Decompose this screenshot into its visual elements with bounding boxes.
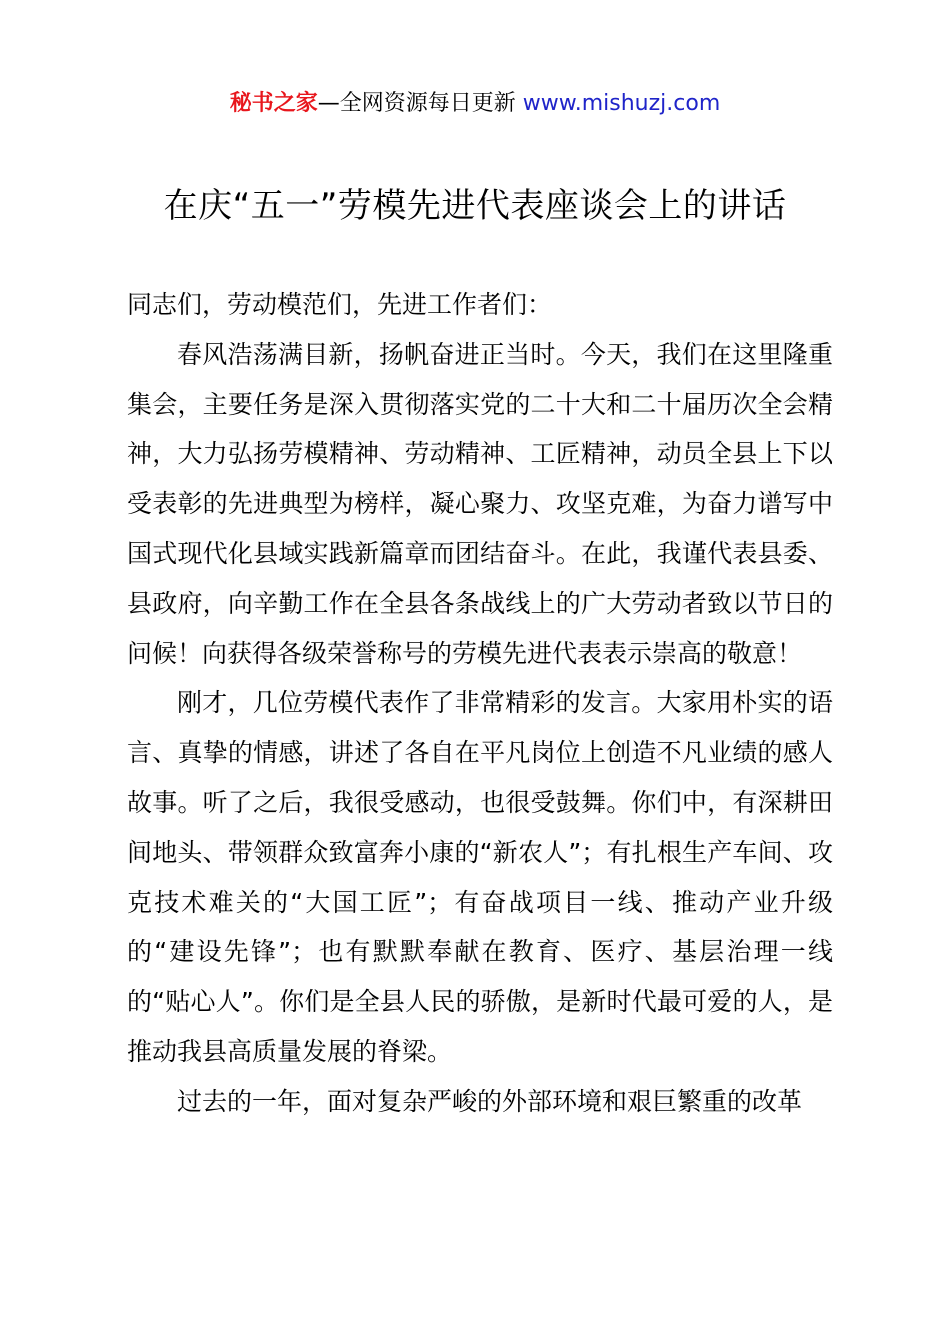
site-url-link[interactable]: www.mishuzj.com bbox=[522, 91, 721, 116]
paragraph-3: 过去的一年，面对复杂严峻的外部环境和艰巨繁重的改革 bbox=[177, 1086, 803, 1116]
document-body bbox=[127, 280, 833, 1127]
site-slogan: —全网资源每日更新 bbox=[317, 91, 516, 116]
site-brand: 秘书之家 bbox=[229, 91, 318, 116]
paragraph-1: 春风浩荡满目新，扬帆奋进正当时。今天，我们在这里隆重集会，主要任务是深入贯彻落实党的二十大和二十届历次全会精神，大力弘扬劳模精神、劳动精神、工匠精神，动员全县上下以受表彰的先进典型为榜样，凝心聚力、攻坚克难，为奋力谱写中国式现代化县域实践新篇章而团结奋斗。在此，我谨代表县委、县政府，向辛勤工作在全县各条战线上的广大劳动者致以节日的问候！向获得各级荣誉称号的劳模先进代表表示崇高的敬意！ bbox=[127, 339, 833, 668]
site-header bbox=[0, 88, 950, 120]
paragraph-2: 刚才，几位劳模代表作了非常精彩的发言。大家用朴实的语言、真挚的情感，讲述了各自在平凡岗位上创造不凡业绩的感人故事。听了之后，我很受感动，也很受鼓舞。你们中，有深耕田间地头、带领群众致富奔小康的“新农人”；有扎根生产车间、攻克技术难关的“大国工匠”；有奋战项目一线、推动产业升级的“建设先锋”；也有默默奉献在教育、医疗、基层治理一线的“贴心人”。你们是全县人民的骄傲，是新时代最可爱的人，是推动我县高质量发展的脊梁。 bbox=[127, 688, 833, 1066]
salutation: 同志们，劳动模范们，先进工作者们： bbox=[127, 290, 553, 319]
document-title: 在庆“五一”劳模先进代表座谈会上的讲话 bbox=[163, 186, 787, 226]
